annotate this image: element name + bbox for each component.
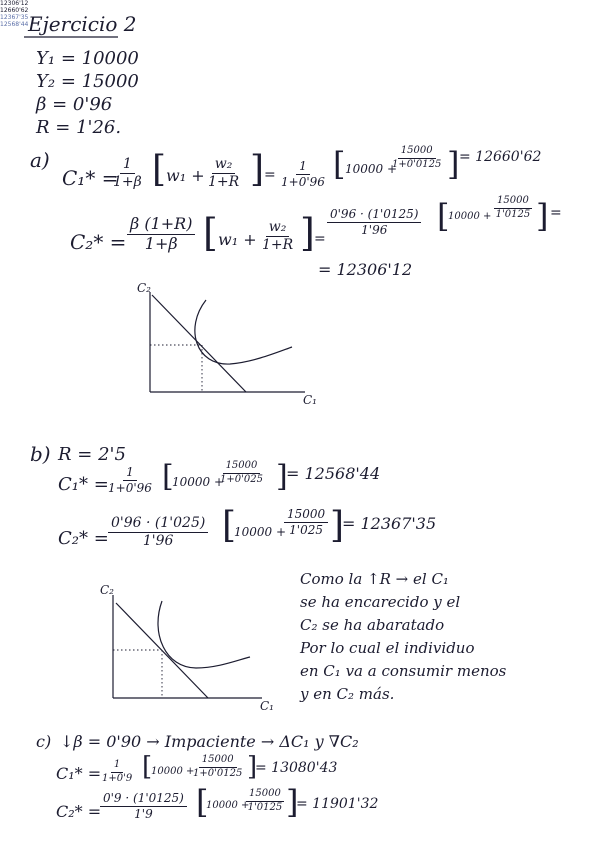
b-c2-inner-den: 1'025 — [289, 522, 324, 537]
a-c2-eq3: = — [550, 205, 562, 221]
a-c1-wfrac-num: w₂ — [212, 157, 236, 174]
c-c1-result: = 13080'43 — [255, 760, 338, 776]
b-c2-bracket-close: ] — [330, 505, 345, 546]
note-line: Por lo cual el individuo — [300, 639, 475, 657]
c-c2-bracket-close: ] — [286, 783, 299, 821]
a-c2-lhs: C₂* = — [70, 230, 127, 254]
part-a-label: a) — [30, 148, 50, 172]
c-c1-frac-den: 1+0'9 — [102, 772, 133, 784]
b-c1-lhs: C₁* = — [58, 474, 109, 495]
a-c1-w1: w₁ + — [166, 166, 205, 185]
a-c2-eq2: = — [314, 231, 326, 247]
a-c1-bracket2-close: ] — [447, 145, 460, 183]
note-line: se ha encarecido y el — [300, 593, 461, 611]
a-c1-bracket2-open: [ — [333, 145, 346, 183]
graph-a-x-mark: 12660'62 — [0, 7, 29, 14]
c-c1-inner-num: 15000 — [199, 755, 237, 768]
c-c2-inner-den: 1'0125 — [247, 801, 283, 813]
c-c1-bracket-open: [ — [142, 752, 153, 782]
a-c1-inner-den: 1+0'0125 — [392, 158, 442, 170]
graph-b-x-label: C₁ — [260, 699, 274, 713]
note-line: C₂ se ha abaratado — [300, 616, 445, 634]
a-c2-wfrac-den: 1+R — [262, 236, 294, 253]
note-line: en C₁ va a consumir menos — [300, 662, 507, 680]
a-c2-frac2-den: 1'96 — [361, 222, 388, 237]
graph-a-y-mark: 12306'12 — [0, 0, 29, 7]
given-beta: β = 0'96 — [36, 94, 113, 115]
a-c2-bracket-open: [ — [203, 211, 218, 255]
c-c2-frac-num: 0'9 · (1'0125) — [100, 792, 187, 807]
a-c2-inner-a: 10000 + — [448, 211, 492, 222]
a-c2-frac2-num: 0'96 · (1'0125) — [327, 208, 421, 223]
c-c2-bracket-open: [ — [196, 783, 209, 821]
graph-b-y-label: C₂ — [100, 583, 114, 597]
b-c1-frac-num: 1 — [123, 466, 137, 481]
a-c1-wfrac-den: 1+R — [208, 173, 240, 190]
graph-a-x-label: C₁ — [303, 393, 317, 407]
c-c2-lhs: C₂* = — [56, 802, 102, 821]
a-c2-wfrac-num: w₂ — [266, 220, 290, 237]
given-y1: Y₁ = 10000 — [36, 48, 139, 69]
a-c2-bracket2-open: [ — [437, 197, 450, 235]
b-c2-inner-num: 15000 — [284, 508, 328, 523]
c-c1-inner-den: 1+0'0125 — [193, 767, 243, 779]
b-c2-lhs: C₂* = — [58, 528, 109, 549]
given-r: R = 1'26. — [36, 117, 122, 138]
part-b-label: b) — [30, 442, 51, 466]
c-c2-result: = 11901'32 — [296, 796, 379, 812]
a-c2-bracket-close: ] — [300, 211, 315, 255]
a-c1-result: = 12660'62 — [459, 149, 542, 165]
a-c1-frac1-den: 1+β — [113, 173, 142, 190]
a-c1-eq2: = — [264, 167, 276, 183]
a-c1-lhs: C₁* = — [62, 166, 119, 190]
b-c1-inner-a: 10000 + — [172, 475, 225, 489]
part-c-label: c) — [36, 732, 52, 751]
c-c1-lhs: C₁* = — [56, 764, 102, 783]
c-c1-inner-a: 10000 + — [151, 766, 195, 777]
b-c2-inner-a: 10000 + — [234, 525, 287, 539]
b-c1-bracket-close: ] — [276, 459, 288, 494]
b-c1-bracket-open: [ — [162, 459, 174, 494]
a-c1-bracket-close: ] — [250, 149, 265, 190]
a-c2-inner-den: 1'0125 — [495, 208, 531, 220]
a-c1-bracket-open: [ — [152, 149, 167, 190]
b-c2-frac-den: 1'96 — [142, 532, 174, 549]
a-c1-inner-num: 15000 — [398, 146, 436, 159]
a-c1-frac2-den: 1+0'96 — [281, 174, 325, 189]
graph-a-y-label: C₂ — [137, 281, 151, 295]
c-c1-frac-num: 1 — [111, 760, 123, 773]
a-c2-inner-num: 15000 — [494, 196, 532, 209]
a-c2-w1: w₁ + — [218, 230, 257, 249]
part-b-given: R = 2'5 — [58, 444, 126, 465]
a-c1-inner-a: 10000 + — [345, 162, 398, 176]
b-c2-bracket-open: [ — [222, 505, 237, 546]
a-c1-frac1-num: 1 — [120, 157, 135, 174]
c-c2-inner-num: 15000 — [246, 789, 284, 802]
b-c1-frac-den: 1+0'96 — [108, 480, 152, 495]
c-c2-inner-a: 10000 + — [206, 800, 250, 811]
a-c1-frac2-num: 1 — [296, 160, 310, 175]
b-c2-result: = 12367'35 — [342, 514, 437, 533]
note-line: Como la ↑R → el C₁ — [300, 570, 449, 588]
c-c2-frac-den: 1'9 — [134, 806, 153, 821]
graph-b-y-mark: 12367'35 — [0, 14, 29, 21]
a-c2-frac1-den: 1+β — [144, 233, 178, 253]
b-c1-result: = 12568'44 — [286, 464, 381, 483]
b-c2-frac-num: 0'96 · (1'025) — [108, 516, 208, 533]
a-c2-bracket2-close: ] — [536, 197, 549, 235]
b-c1-inner-den: 1+0'025 — [220, 473, 263, 485]
b-c1-inner-num: 15000 — [223, 461, 261, 474]
given-y2: Y₂ = 15000 — [36, 71, 139, 92]
graph-b-x-mark: 12568'44 — [0, 21, 29, 28]
note-line: y en C₂ más. — [300, 685, 395, 703]
exercise-title: Ejercicio 2 — [28, 12, 137, 36]
a-c2-result: = 12306'12 — [318, 260, 413, 279]
part-c-statement: ↓β = 0'90 → Impaciente → ΔC₁ y ∇C₂ — [60, 732, 359, 751]
a-c2-frac1-num: β (1+R) — [127, 216, 195, 235]
c-c1-bracket-close: ] — [247, 752, 258, 782]
